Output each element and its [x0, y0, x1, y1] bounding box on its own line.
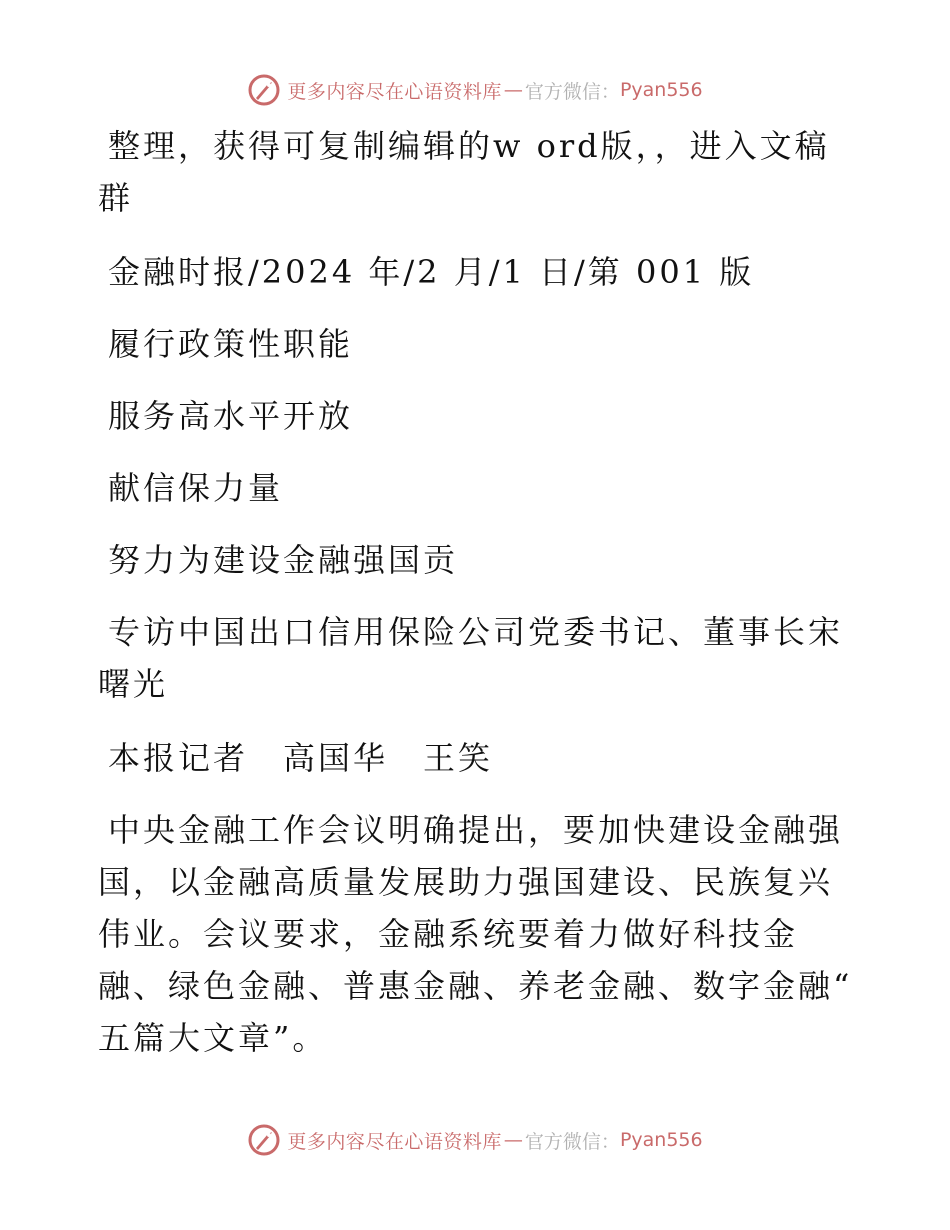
headline-line-4: 努力为建设金融强国贡 [108, 541, 459, 579]
document-body [98, 120, 858, 1086]
headline-line-3: 献信保力量 [108, 469, 284, 507]
watermark-separator: — [503, 79, 523, 101]
byline: 本报记者 高国华 王笑 [108, 739, 494, 777]
watermark-wechat-label: 官方微信： [524, 80, 620, 103]
watermark-separator: — [503, 1129, 523, 1151]
watermark-text: 更多内容尽在心语资料库 [287, 1130, 502, 1153]
watermark-wechat-id: Pyan556 [619, 1129, 703, 1151]
watermark-text: 更多内容尽在心语资料库 [287, 80, 502, 103]
subheadline: 专访中国出口信用保险公司党委书记、董事长宋曙光 [98, 613, 844, 703]
paragraph-intro: 整理，获得可复制编辑的w ord版，，进入文稿群 [98, 127, 830, 217]
watermark-wechat-id: Pyan556 [619, 79, 703, 101]
pen-nib-logo-icon [247, 1123, 281, 1157]
paragraph-body: 中央金融工作会议明确提出，要加快建设金融强国，以金融高质量发展助力强国建设、民族复兴伟业。会议要求，金融系统要着力做好科技金融、绿色金融、普惠金融、养老金融、数字金融“ 五篇大文章”。 [98, 811, 853, 1057]
headline-line-1: 履行政策性职能 [108, 325, 354, 363]
paragraph-source-line: 金融时报/2024 年/2 月/1 日/第 001 版 [108, 253, 755, 291]
header-watermark [0, 70, 950, 110]
watermark-wechat-label: 官方微信： [524, 1130, 620, 1153]
pen-nib-logo-icon [247, 73, 281, 107]
headline-line-2: 服务高水平开放 [108, 397, 354, 435]
footer-watermark [0, 1120, 950, 1160]
